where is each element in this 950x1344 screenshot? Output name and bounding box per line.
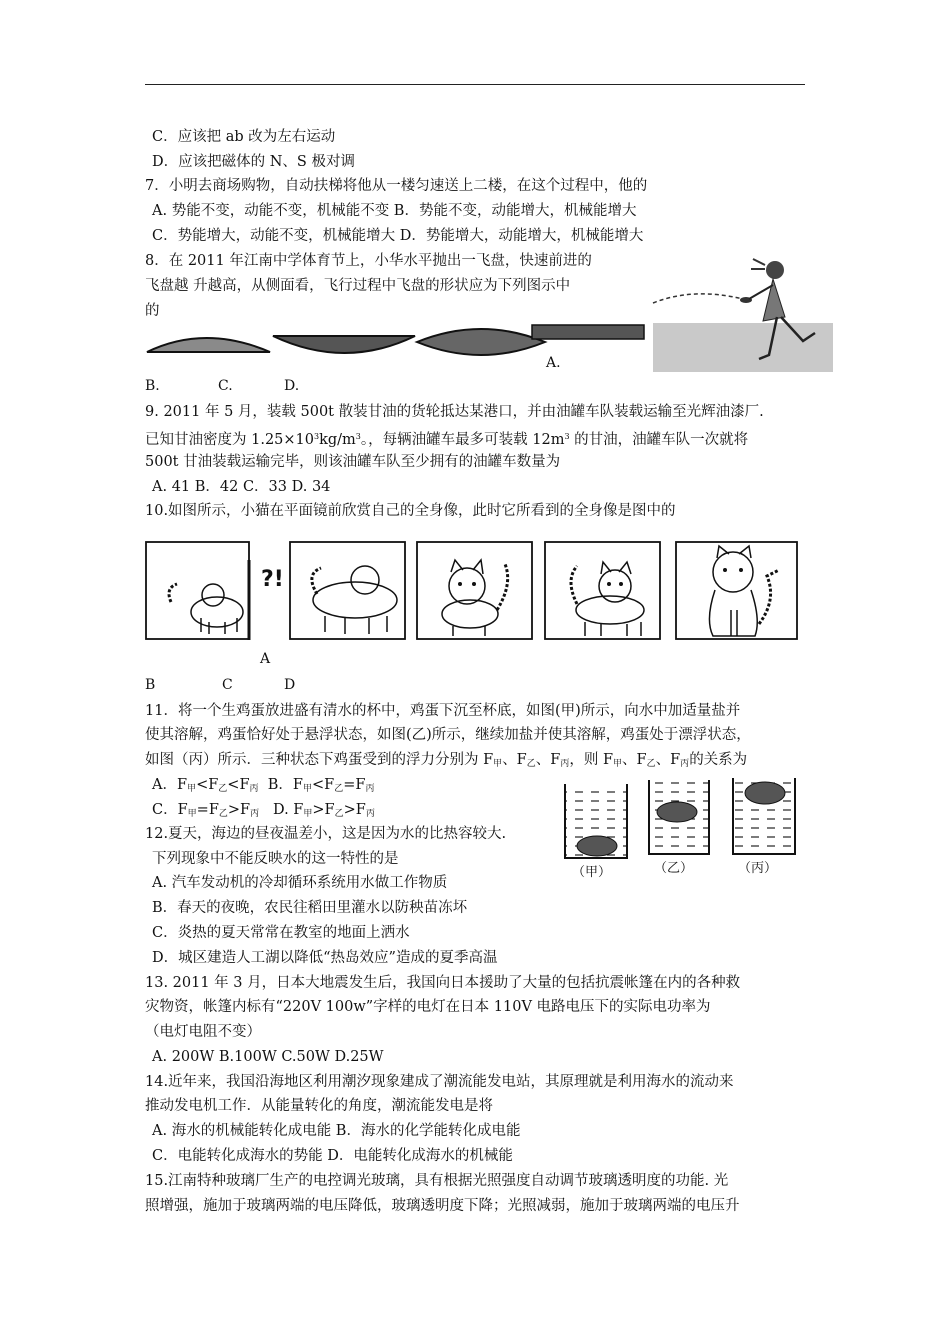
q8-line2: 飞盘越 升越高，从侧面看，飞行过程中飞盘的形状应为下列图示中: [145, 278, 571, 294]
q10-label-d: D: [284, 677, 296, 693]
q7-options-ab: A. 势能不变，动能不变，机械能不变 B．势能不变，动能增大，机械能增大: [152, 203, 637, 219]
q8-line3: 的: [145, 303, 160, 319]
cat-option-d: [676, 542, 797, 639]
q12-line2: 下列现象中不能反映水的这一特性的是: [152, 851, 399, 867]
question-mark-text: ?!: [261, 567, 284, 592]
q11-line1: 11．将一个生鸡蛋放进盛有清水的杯中，鸡蛋下沉至杯底，如图(甲)所示，向水中加适量盐并: [145, 703, 741, 719]
beaker-bing: [733, 778, 795, 854]
q15-line2: 照增强，施加于玻璃两端的电压降低，玻璃透明度下降；光照减弱，施加于玻璃两端的电压升: [145, 1198, 740, 1214]
girl-throwing-frisbee-figure: [653, 255, 833, 372]
cat-option-b: [417, 542, 532, 639]
cat-option-a: [290, 542, 405, 639]
q13-line2: 灾物资，帐篷内标有“220V 100w”字样的电灯在日本 110V 电路电压下的实际电功率为: [145, 999, 711, 1015]
q14-options-ab: A. 海水的机械能转化成电能 B．海水的化学能转化成电能: [152, 1123, 521, 1139]
q6-option-c: C．应该把 ab 改为左右运动: [152, 129, 336, 145]
q9-line2: 已知甘油密度为 $1.25\times 10^3kg/m^3$。，每辆油罐车最多可装载 $12m^3$ 的甘油，油罐车队一次就将: [145, 432, 749, 448]
q15-line1: 15.江南特种玻璃厂生产的电控调光玻璃，具有根据光照强度自动调节玻璃透明度的功能. 光: [145, 1173, 729, 1189]
q12-option-a: A. 汽车发动机的冷却循环系统用水做工作物质: [152, 875, 448, 891]
q11-line3: 如图（丙）所示．三种状态下鸡蛋受到的浮力分别为 $F_甲$、$F_乙$、$F_丙$，则 $F_甲$、$F_乙$、$F_丙$的关系为: [145, 752, 748, 769]
q9-options: A. 41 B．42 C．33 D. 34: [152, 479, 331, 495]
q12-option-c: C．炎热的夏天常常在教室的地面上洒水: [152, 925, 410, 941]
cat-option-c: [545, 542, 660, 639]
q11-line2: 使其溶解，鸡蛋恰好处于悬浮状态，如图(乙)所示，继续加盐并使其溶解，鸡蛋处于漂浮状态，: [145, 727, 751, 743]
frisbee-shape-a: [532, 325, 644, 339]
q8-label-b: B.: [145, 378, 160, 394]
q11-options-cd: C．$F_甲=F_乙>F_丙$ D. $F_甲>F_乙>F_丙$: [152, 802, 375, 819]
q7-stem: 7．小明去商场购物，自动扶梯将他从一楼匀速送上二楼，在这个过程中，他的: [145, 178, 648, 194]
q12-option-d: D．城区建造人工湖以降低“热岛效应”造成的夏季高温: [152, 950, 498, 966]
q14-line2: 推动发电机工作．从能量转化的角度，潮流能发电是将: [145, 1098, 493, 1114]
mirror-cat-figure: [146, 542, 249, 640]
q13-line1: 13. 2011 年 3 月，日本大地震发生后，我国向日本援助了大量的包括抗震帐篷在内的各种救: [145, 975, 741, 991]
q8-label-d: D.: [284, 378, 300, 394]
q10-label-a: A: [260, 651, 271, 667]
q10-label-c: C: [222, 677, 233, 693]
header-rule: [145, 84, 805, 85]
frisbee-shape-d: [417, 329, 545, 355]
q10-cat-figures: [145, 540, 805, 652]
fig-label-bing: （丙）: [738, 861, 778, 876]
q12-line1: 12.夏天，海边的昼夜温差小，这是因为水的比热容较大.: [145, 826, 507, 842]
fig-label-jia: （甲）: [572, 865, 612, 880]
q8-line1: 8．在 2011 年江南中学体育节上，小华水平抛出一飞盘，快速前进的: [145, 253, 592, 269]
q14-line1: 14.近年来，我国沿海地区利用潮汐现象建成了潮流能发电站，其原理就是利用海水的流动来: [145, 1074, 734, 1090]
q8-label-c: C.: [218, 378, 233, 394]
q8-label-a: A.: [546, 355, 561, 371]
frisbee-shape-c: [273, 336, 415, 353]
q11-options-ab: A．$F_甲<F_乙<F_丙$ B．$F_甲<F_乙=F_丙$: [152, 777, 375, 794]
q13-options: A. 200W B.100W C.50W D.25W: [152, 1049, 384, 1065]
q9-line1: 9. 2011 年 5 月，装载 500t 散装甘油的货轮抵达某港口，并由油罐车队装载运输至光辉油漆厂.: [145, 404, 764, 420]
q6-option-d: D．应该把磁体的 N、S 极对调: [152, 154, 355, 170]
q7-options-cd: C．势能增大，动能不变，机械能增大 D．势能增大，动能增大，机械能增大: [152, 228, 644, 244]
q14-options-cd: C．电能转化成海水的势能 D．电能转化成海水的机械能: [152, 1148, 513, 1164]
q10-stem: 10.如图所示，小猫在平面镜前欣赏自己的全身像，此时它所看到的全身像是图中的: [145, 503, 676, 519]
fig-label-yi: （乙）: [654, 861, 694, 876]
beaker-yi: [649, 780, 709, 854]
frisbee-shape-b: [147, 338, 270, 352]
q12-option-b: B．春天的夜晚，农民往稻田里灌水以防秧苗冻坏: [152, 900, 468, 916]
q9-line3: 500t 甘油装载运输完毕，则该油罐车队至少拥有的油罐车数量为: [145, 454, 561, 470]
q10-label-b: B: [145, 677, 156, 693]
q13-line3: （电灯电阻不变）: [145, 1024, 261, 1040]
q8-frisbee-shapes: [145, 322, 645, 362]
beaker-jia: [565, 784, 627, 858]
